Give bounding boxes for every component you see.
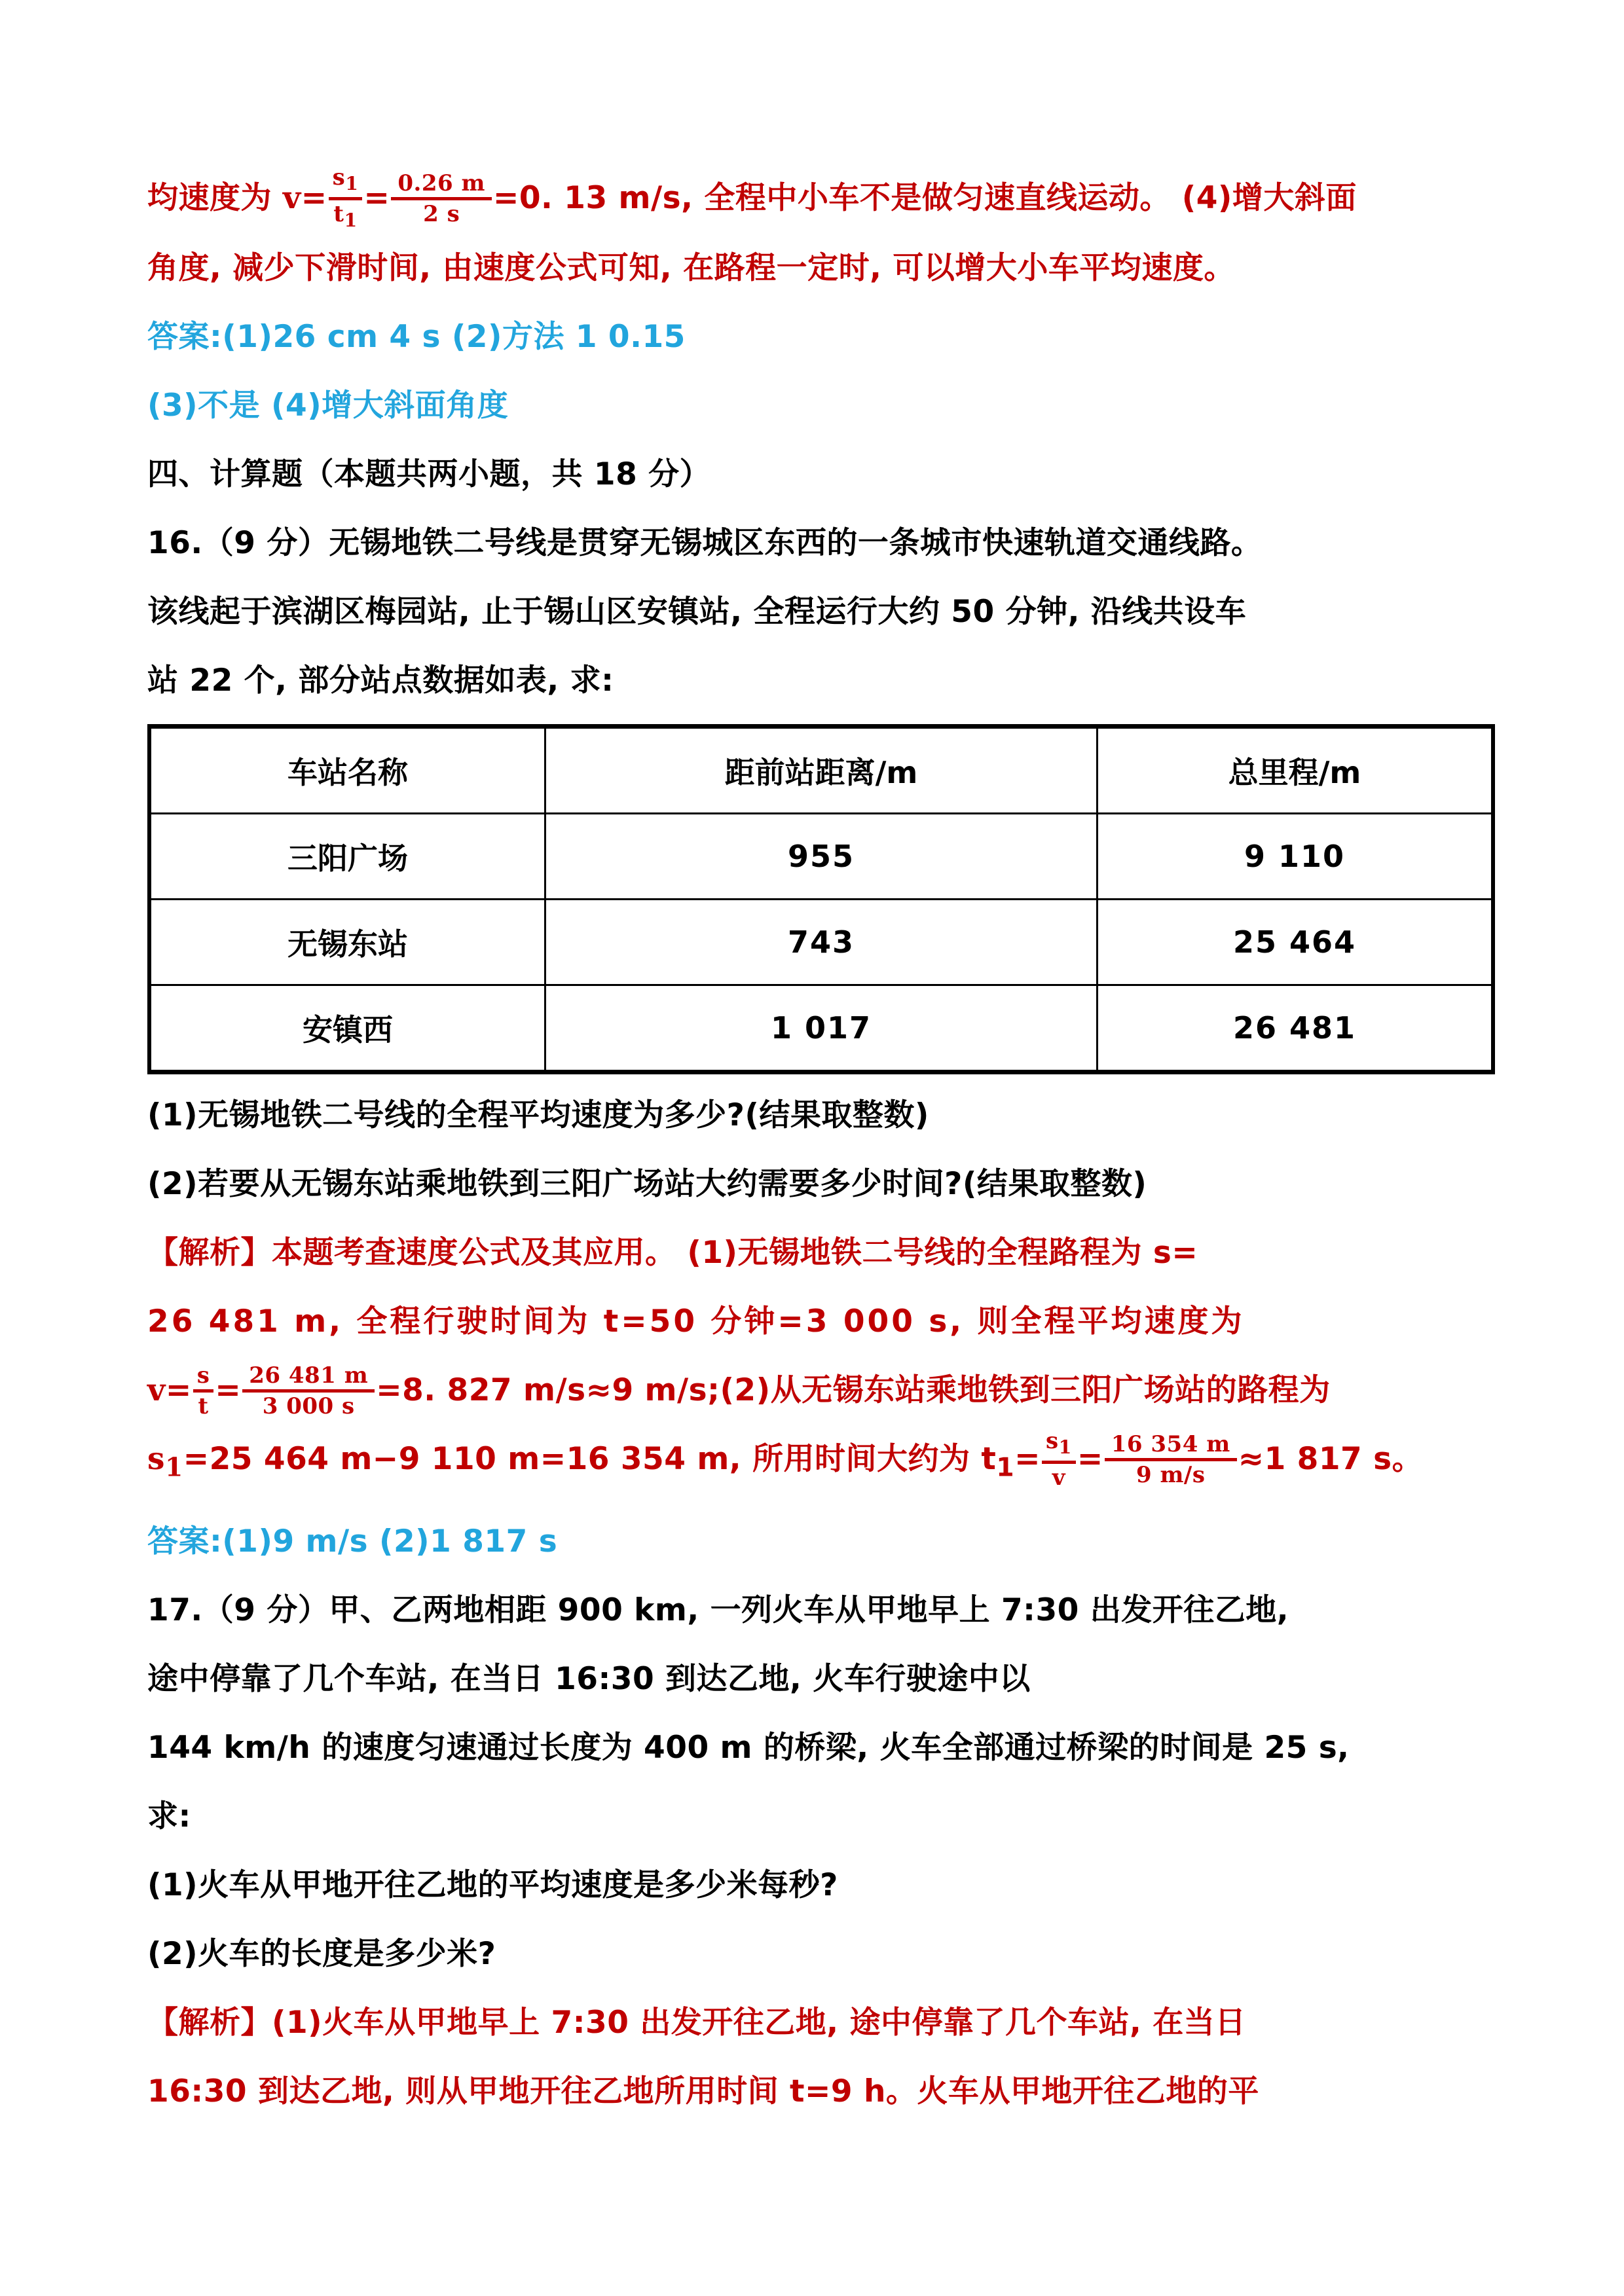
answer-content: (1)26 cm 4 s (2)方法 1 0.15: [222, 318, 686, 355]
cell-distance: 743: [545, 899, 1098, 985]
fraction-s1-over-t1: [329, 165, 363, 232]
q16-stem-line-3: 站 22 个, 部分站点数据如表, 求:: [147, 662, 614, 699]
spacer: [147, 1502, 1483, 1507]
fraction-bar: [391, 197, 492, 200]
q16-solution-line-1: [147, 1218, 1483, 1287]
q15-line1-prefix: 均速度为: [147, 180, 283, 216]
solution-text: 8. 827 m/s≈9 m/s;(2)从无锡东站乘地铁到三阳广场站的路程为: [402, 1372, 1331, 1408]
cell-station-name: 安镇西: [149, 985, 545, 1072]
equals-1: =: [1014, 1440, 1041, 1477]
q17-stem-line-2: 途中停靠了几个车站, 在当日 16:30 到达乙地, 火车行驶途中以: [147, 1661, 1031, 1698]
equals-2: =: [215, 1372, 242, 1408]
fraction-denominator: 9 m/s: [1135, 1461, 1206, 1488]
q15-answer-line-2: (3)不是 (4)增大斜面角度: [147, 387, 509, 424]
solution-tag: 【解析】: [147, 1234, 272, 1271]
q17-solution-line-1: [147, 1988, 1483, 2057]
solution-text: 本题考查速度公式及其应用。 (1)无锡地铁二号线的全程路程为 s=: [272, 1234, 1198, 1271]
numerator-subscript: 1: [345, 172, 359, 194]
q16-subquestion-1: (1)无锡地铁二号线的全程平均速度为多少?(结果取整数): [147, 1097, 929, 1133]
q16-subquestion-2: (2)若要从无锡东站乘地铁到三阳广场站大约需要多少时间?(结果取整数): [147, 1165, 1147, 1202]
fraction-16354m-over-9ms: [1105, 1432, 1237, 1487]
q15-line1-suffix: 0. 13 m/s, 全程中小车不是做匀速直线运动。 (4)增大斜面: [519, 180, 1357, 216]
fraction-numerator: [1042, 1429, 1076, 1459]
fraction-denominator: 3 000 s: [262, 1393, 355, 1419]
q17-stem-line-1: 17.（9 分）甲、乙两地相距 900 km, 一列火车从甲地早上 7:30 出发开往乙地,: [147, 1592, 1289, 1629]
denominator-subscript: 1: [344, 208, 358, 231]
answer-label: 答案:: [147, 1523, 223, 1560]
q17-stem-line-4: 求:: [147, 1798, 191, 1835]
station-data-table: [147, 724, 1495, 1074]
solution-tag: 【解析】: [147, 2005, 272, 2041]
table-row: [149, 899, 1493, 985]
denominator-symbol: t: [333, 201, 344, 227]
table-row: [149, 813, 1493, 899]
column-header-station-name: 车站名称: [149, 726, 545, 813]
equals-3: =: [376, 1372, 403, 1408]
fraction-denominator: 2 s: [423, 201, 460, 227]
fraction-026m-over-2s: [391, 171, 492, 227]
fraction-bar: [329, 197, 363, 200]
column-header-distance-from-previous: 距前站距离/m: [545, 726, 1098, 813]
q16-solution-line-3: [147, 1356, 1483, 1425]
equals-2: =: [1077, 1440, 1103, 1477]
q15-solution-line-2: 角度, 减少下滑时间, 由速度公式可知, 在路程一定时, 可以增大小车平均速度。: [147, 249, 1235, 286]
q15-solution-line-1: [147, 164, 1483, 234]
table-row: [149, 985, 1493, 1072]
solution-text: ≈1 817 s。: [1238, 1440, 1424, 1477]
fraction-numerator: [329, 165, 363, 196]
time-subscript: 1: [996, 1453, 1015, 1483]
numerator-symbol: s: [1045, 1428, 1059, 1455]
q15-equals-1: =: [301, 180, 327, 216]
section-heading-calculation: 四、计算题（本题共两小题，共 18 分）: [147, 456, 711, 492]
cell-mileage: 26 481: [1098, 985, 1494, 1072]
q15-equals-3: =: [492, 180, 519, 216]
q15-answer-line-1: [147, 302, 1483, 371]
column-header-total-mileage: 总里程/m: [1098, 726, 1494, 813]
q16-stem-line-2: 该线起于滨湖区梅园站, 止于锡山区安镇站, 全程运行大约 50 分钟, 沿线共设车: [147, 593, 1247, 630]
q17-subquestion-1: (1)火车从甲地开往乙地的平均速度是多少米每秒?: [147, 1867, 838, 1904]
q17-stem-line-3: 144 km/h 的速度匀速通过长度为 400 m 的桥梁, 火车全部通过桥梁的时间是 25 s,: [147, 1730, 1350, 1766]
table-header-row: [149, 726, 1493, 813]
fraction-s-over-t: [193, 1363, 214, 1419]
q15-formula-variable: v: [282, 180, 301, 216]
speed-variable: v: [147, 1372, 166, 1408]
fraction-26481m-over-3000s: [242, 1363, 375, 1419]
distance-variable: [147, 1440, 183, 1483]
answer-label: 答案:: [147, 318, 223, 355]
q17-solution-line-2: 16:30 到达乙地, 则从甲地开往乙地所用时间 t=9 h。火车从甲地开往乙地的平: [147, 2073, 1259, 2110]
fraction-s1-over-v: [1042, 1429, 1076, 1490]
distance-symbol: s: [147, 1440, 165, 1477]
solution-text: (1)火车从甲地早上 7:30 出发开往乙地, 途中停靠了几个车站, 在当日: [272, 2005, 1246, 2041]
cell-station-name: 无锡东站: [149, 899, 545, 985]
q16-solution-line-2: 26 481 m, 全程行驶时间为 t=50 分钟=3 000 s, 则全程平均速度为: [147, 1303, 1245, 1339]
q16-solution-line-4: [147, 1425, 1483, 1502]
cell-distance: 1 017: [545, 985, 1098, 1072]
q17-subquestion-2: (2)火车的长度是多少米?: [147, 1936, 496, 1973]
fraction-denominator: [329, 202, 361, 232]
fraction-bar: [193, 1389, 214, 1393]
fraction-denominator: v: [1052, 1465, 1066, 1491]
cell-mileage: 9 110: [1098, 813, 1494, 899]
fraction-numerator: s: [196, 1362, 210, 1389]
numerator-symbol: s: [332, 164, 346, 191]
q16-answer-line: [147, 1507, 1483, 1576]
cell-distance: 955: [545, 813, 1098, 899]
fraction-numerator: 0.26 m: [397, 170, 485, 196]
cell-station-name: 三阳广场: [149, 813, 545, 899]
cell-mileage: 25 464: [1098, 899, 1494, 985]
q15-equals-2: =: [363, 180, 390, 216]
fraction-numerator: 16 354 m: [1111, 1430, 1230, 1457]
solution-text: =25 464 m−9 110 m=16 354 m, 所用时间大约为 t: [183, 1440, 997, 1477]
fraction-bar: [242, 1389, 375, 1393]
fraction-bar: [1105, 1458, 1237, 1461]
equals-1: =: [165, 1372, 192, 1408]
distance-subscript: 1: [164, 1452, 183, 1483]
numerator-subscript: 1: [1058, 1436, 1072, 1459]
fraction-bar: [1042, 1461, 1076, 1464]
fraction-numerator: 26 481 m: [249, 1362, 369, 1389]
answer-content: (1)9 m/s (2)1 817 s: [222, 1523, 558, 1560]
fraction-denominator: t: [198, 1393, 209, 1419]
q16-stem-line-1: 16.（9 分）无锡地铁二号线是贯穿无锡城区东西的一条城市快速轨道交通线路。: [147, 524, 1263, 561]
